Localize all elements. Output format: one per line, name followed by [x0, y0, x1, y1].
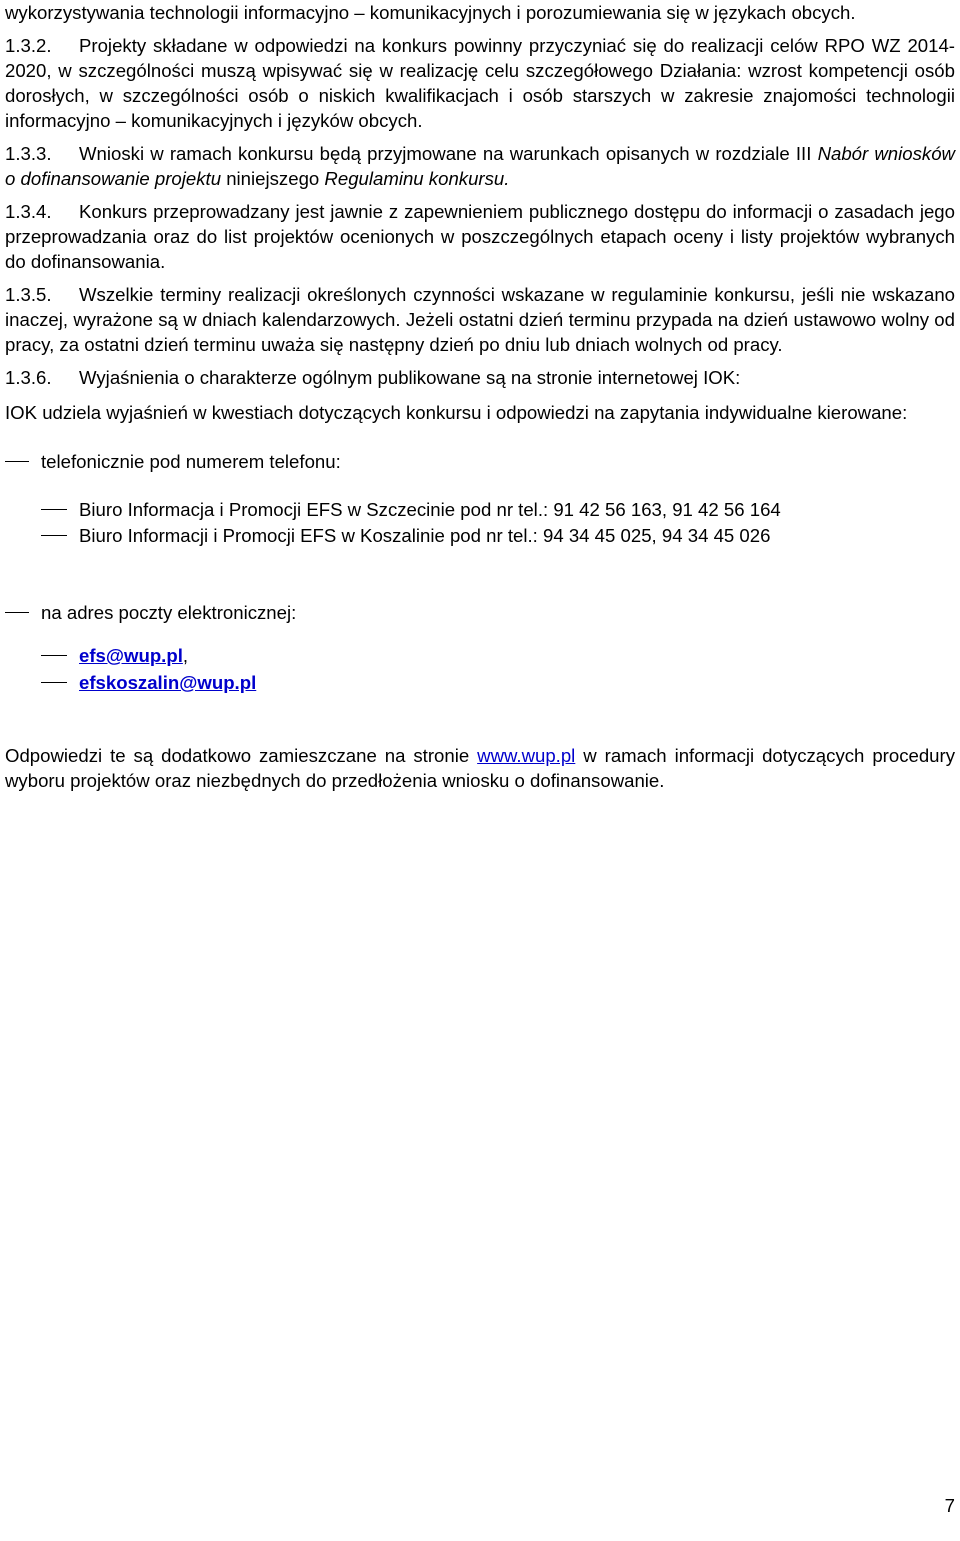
- section-1-3-5: [5, 282, 955, 357]
- email-item-efs: [5, 643, 955, 668]
- dash-bullet-icon: [41, 682, 67, 683]
- email-suffix: ,: [182, 645, 189, 666]
- paragraph-intro-continuation: wykorzystywania technologii informacyjno – komunikacyjnych i porozumiewania się w językach obcych.: [5, 2, 856, 23]
- dash-bullet-icon: [41, 655, 67, 656]
- section-number: 1.3.4.: [5, 201, 52, 222]
- email-link-koszalin[interactable]: efskoszalin@wup.pl: [79, 672, 257, 693]
- closing-paragraph: [5, 743, 955, 793]
- section-text: Konkurs przeprowadzany jest jawnie z zapewnieniem publicznego dostępu do informacji o zasadach jego przeprowadzania oraz do list projektów ocenionych w poszczególnych etapach oceny i listy projektów wybranych do dofinansowania.: [5, 201, 955, 272]
- section-1-3-6: [5, 365, 955, 390]
- website-link[interactable]: www.wup.pl: [477, 745, 576, 766]
- email-heading: na adres poczty elektronicznej:: [41, 602, 297, 623]
- phone-item-text: Biuro Informacji i Promocji EFS w Koszalinie pod nr tel.: 94 34 45 025, 94 34 45 026: [79, 525, 771, 546]
- phone-heading-item: [5, 449, 955, 474]
- section-1-3-3: [5, 141, 955, 191]
- section-number: 1.3.6.: [5, 367, 52, 388]
- dash-bullet-icon: [5, 612, 29, 613]
- section-number: 1.3.3.: [5, 143, 52, 164]
- section-text-cont: niniejszego: [221, 168, 325, 189]
- phone-item-koszalin: [5, 523, 955, 548]
- email-heading-item: [5, 600, 955, 625]
- iok-intro-paragraph: IOK udziela wyjaśnień w kwestiach dotyczących konkursu i odpowiedzi na zapytania indywidualne kierowane:: [5, 402, 908, 423]
- page-number: 7: [944, 1495, 955, 1516]
- section-text: Wnioski w ramach konkursu będą przyjmowane na warunkach opisanych w rozdziale III: [79, 143, 818, 164]
- dash-bullet-icon: [41, 509, 67, 510]
- italic-regulation-title: Regulaminu konkursu.: [324, 168, 510, 189]
- section-number: 1.3.2.: [5, 35, 52, 56]
- section-text: Projekty składane w odpowiedzi na konkurs powinny przyczyniać się do realizacji celów RPO WZ 2014-2020, w szczególności muszą wpisywać się w realizację celu szczegółowego Działania: wzrost kompetencji osób dorosłych, w szczególności osób o niskich kwalifikacjach i osób starszych w zakresie znajomości technologii informacyjno – komunikacyjnych i języków obcych.: [5, 35, 955, 131]
- section-number: 1.3.5.: [5, 284, 52, 305]
- italic-chapter-title: Nabór wniosków o dofinansowanie projektu: [5, 143, 955, 189]
- dash-bullet-icon: [41, 535, 67, 536]
- section-text: Wszelkie terminy realizacji określonych czynności wskazane w regulaminie konkursu, jeśli nie wskazano inaczej, wyrażone są w dniach kalendarzowych. Jeżeli ostatni dzień terminu przypada na dzień ustawowo wolny od pracy, za ostatni dzień terminu uważa się następny dzień po dniu lub dniach wolnych od pracy.: [5, 284, 955, 355]
- dash-bullet-icon: [5, 461, 29, 462]
- document-page: [5, 0, 955, 793]
- section-text: Wyjaśnienia o charakterze ogólnym publikowane są na stronie internetowej IOK:: [79, 367, 741, 388]
- email-item-koszalin: [5, 670, 955, 695]
- closing-text-cont: w ramach informacji dotyczących procedury wyboru projektów oraz niezbędnych do przedłożenia wniosku o dofinansowanie.: [5, 745, 956, 791]
- phone-item-text: Biuro Informacja i Promocji EFS w Szczecinie pod nr tel.: 91 42 56 163, 91 42 56 164: [79, 499, 781, 520]
- section-1-3-2: [5, 33, 955, 133]
- section-1-3-4: [5, 199, 955, 274]
- email-link-efs[interactable]: efs@wup.pl: [79, 645, 183, 666]
- phone-item-szczecin: [5, 497, 955, 522]
- phone-heading: telefonicznie pod numerem telefonu:: [41, 451, 341, 472]
- closing-text: Odpowiedzi te są dodatkowo zamieszczane na stronie: [5, 745, 478, 766]
